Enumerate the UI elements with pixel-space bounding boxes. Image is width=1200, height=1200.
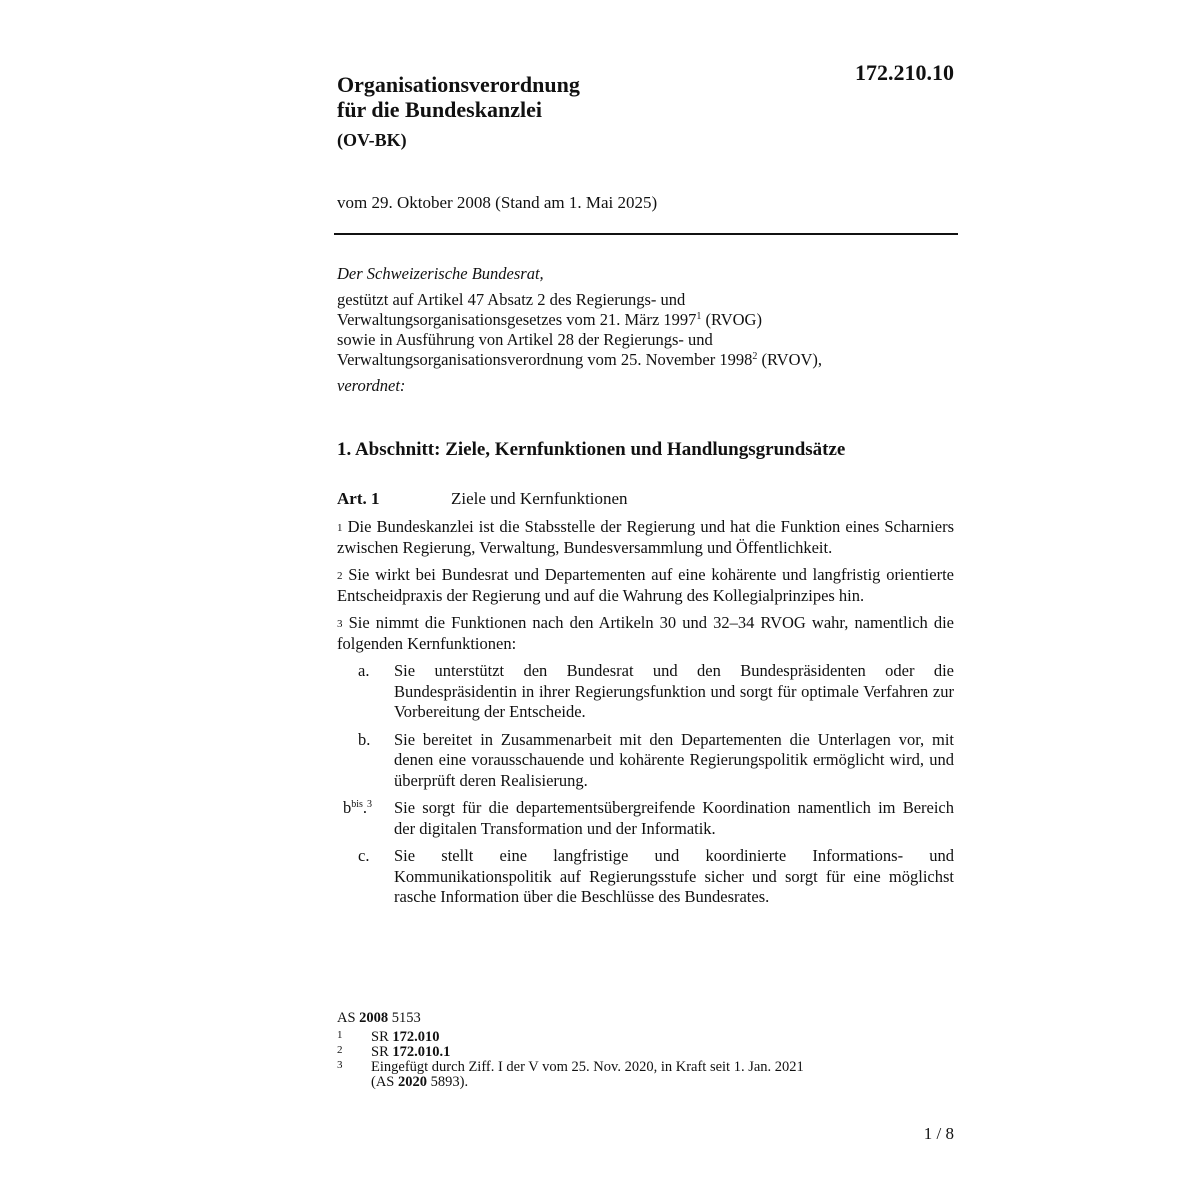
footnote-ref-2[interactable]: 2 xyxy=(752,351,758,362)
page-number: 1 / 8 xyxy=(923,1124,954,1143)
preamble-verordnet: verordnet: xyxy=(337,376,406,395)
footnote-3-prefix: (AS xyxy=(371,1074,398,1090)
footnote-ref-3[interactable]: 3 xyxy=(367,799,373,810)
basis-line-4 xyxy=(337,350,957,370)
footnotes xyxy=(337,1011,957,1090)
header-divider xyxy=(334,233,958,235)
footnote-link[interactable]: 172.010.1 xyxy=(392,1044,451,1060)
label-base: b xyxy=(343,798,352,817)
footnote-prefix: SR xyxy=(371,1044,393,1060)
as-year: 2008 xyxy=(359,1010,389,1026)
list-item-text: Sie stellt eine langfristige und koordinierte Informations- und Kommunikationspolitik auf Regierungsstufe sicher und sorgt für eine möglichst rasche Information über die Beschlüsse des Bundesrates. xyxy=(394,846,954,906)
core-functions-list xyxy=(337,661,954,908)
paragraph-number: 3 xyxy=(337,618,343,630)
list-item-text: Sie unterstützt den Bundesrat und den Bundespräsidenten oder die Bundespräsidentin in ihrer Regierungsfunktion und sorgt für optimale Verfahren zur Vorbereitung der Entscheide. xyxy=(394,661,954,721)
paragraph xyxy=(337,613,954,654)
list-item-label: c. xyxy=(358,846,370,865)
basis-line-2-text: Verwaltungsorganisationsgesetzes vom 21. März 1997 xyxy=(337,310,697,329)
footnote-3 xyxy=(337,1060,957,1090)
title-line-2: für die Bundeskanzlei xyxy=(337,97,542,122)
paragraph-number: 2 xyxy=(337,570,343,582)
article-number: Art. 1 xyxy=(337,489,380,508)
list-item-text: Sie bereitet in Zusammenarbeit mit den Departementen die Unterlagen vor, mit denen eine vorausschauende und kohärente Regierungspolitik ermöglicht wird, und überprüft deren Realisierung. xyxy=(394,729,954,790)
article-title: Ziele und Kernfunktionen xyxy=(451,489,628,508)
list-item xyxy=(337,846,954,908)
preamble-issuer: Der Schweizerische Bundesrat, xyxy=(337,264,544,283)
footnote-ref-1[interactable]: 1 xyxy=(696,311,702,322)
sr-number: 172.210.10 xyxy=(855,60,954,85)
footnote-2 xyxy=(337,1045,957,1060)
footnote-number: 2 xyxy=(337,1044,343,1056)
list-item xyxy=(337,730,954,792)
basis-line-3: sowie in Ausführung von Artikel 28 der Regierungs- und xyxy=(337,330,713,349)
list-item-label: a. xyxy=(358,661,370,680)
basis-line-4-text: Verwaltungsorganisationsverordnung vom 25. November 1998 xyxy=(337,350,753,369)
footnote-prefix: SR xyxy=(371,1029,393,1045)
footnote-3-year[interactable]: 2020 xyxy=(398,1074,427,1090)
list-item-text: Sie sorgt für die departementsübergreifende Koordination namentlich im Bereich der digitalen Transformation und der Informatik. xyxy=(394,798,954,838)
basis-line-4-tail: (RVOV), xyxy=(757,350,823,369)
footnote-3-line-2 xyxy=(371,1075,957,1090)
list-item xyxy=(337,661,954,723)
paragraph xyxy=(337,565,954,606)
as-prefix: AS xyxy=(337,1010,360,1026)
as-page: 5153 xyxy=(388,1010,421,1026)
paragraph-text: Sie nimmt die Funktionen nach den Artikeln 30 und 32–34 RVOG wahr, namentlich die folgenden Kernfunktionen: xyxy=(337,613,954,653)
paragraph-text: Sie wirkt bei Bundesrat und Departementen auf eine kohärente und langfristig orientierte Entscheidpraxis der Regierung und auf die Wahrung des Kollegialprinzipes hin. xyxy=(337,565,954,605)
preamble-basis xyxy=(337,290,957,370)
document-abbreviation: (OV-BK) xyxy=(337,130,407,150)
section-heading: 1. Abschnitt: Ziele, Kernfunktionen und Handlungsgrundsätze xyxy=(337,439,846,460)
footnote-1 xyxy=(337,1030,957,1045)
as-reference xyxy=(337,1011,957,1026)
document-title xyxy=(337,72,580,122)
footnote-3-line-1: Eingefügt durch Ziff. I der V vom 25. Nov. 2020, in Kraft seit 1. Jan. 2021 xyxy=(371,1059,804,1075)
paragraph-text: Die Bundeskanzlei ist die Stabsstelle der Regierung und hat die Funktion eines Scharniers zwischen Regierung, Verwaltung, Bundesversammlung und Öffentlichkeit. xyxy=(337,517,954,557)
basis-line-2-tail: (RVOG) xyxy=(701,310,762,329)
paragraph-number: 1 xyxy=(337,522,343,534)
basis-line-2 xyxy=(337,310,957,330)
preamble xyxy=(337,264,957,396)
list-item-label: b. xyxy=(358,729,371,749)
list-item xyxy=(337,798,954,839)
article-body xyxy=(337,517,954,915)
date-line: vom 29. Oktober 2008 (Stand am 1. Mai 2025) xyxy=(337,193,658,212)
label-dot: . xyxy=(362,798,368,817)
paragraph xyxy=(337,517,954,558)
footnote-number: 3 xyxy=(337,1059,343,1071)
label-bis: bis xyxy=(351,799,363,810)
list-item-label xyxy=(343,798,372,819)
footnote-3-suffix: 5893). xyxy=(427,1074,469,1090)
basis-line-1: gestützt auf Artikel 47 Absatz 2 des Regierungs- und xyxy=(337,290,686,309)
article-heading xyxy=(337,489,957,509)
footnote-link[interactable]: 172.010 xyxy=(392,1029,440,1045)
title-line-1: Organisationsverordnung xyxy=(337,72,580,97)
footnote-number: 1 xyxy=(337,1029,343,1041)
